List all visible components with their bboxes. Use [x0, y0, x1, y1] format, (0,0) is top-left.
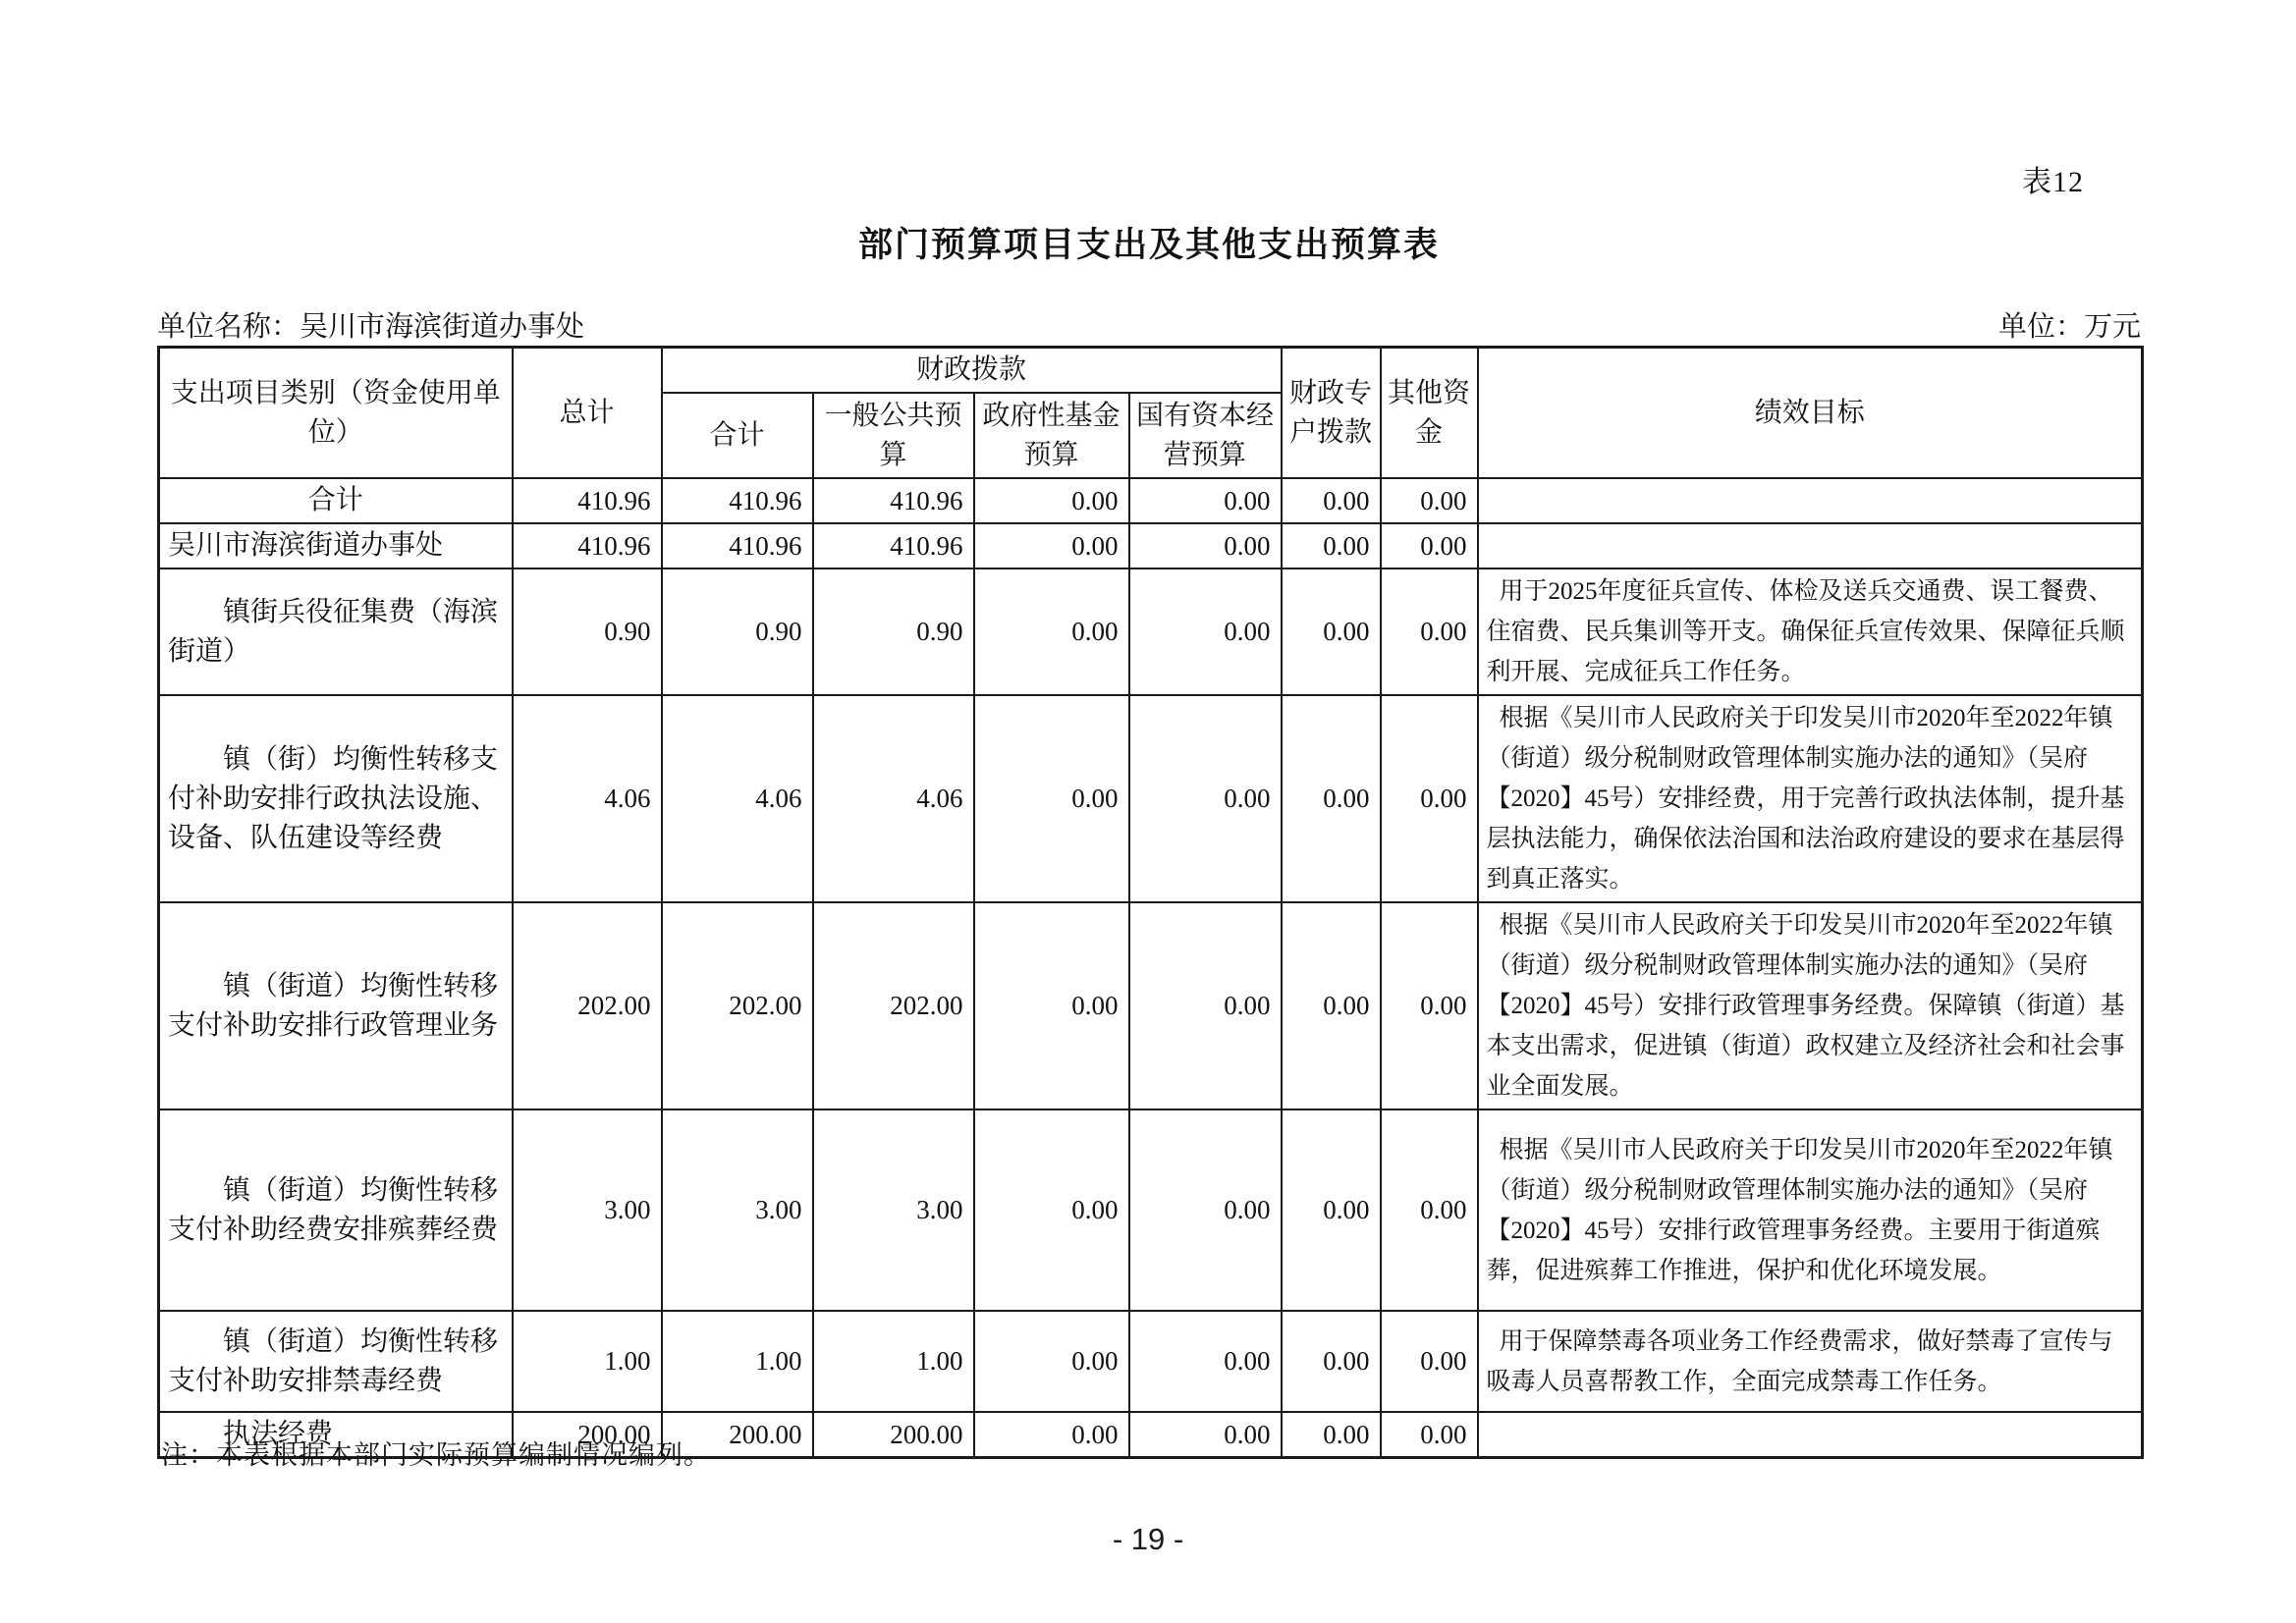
- table-row: [159, 568, 2143, 695]
- cell-category: 吴川市海滨街道办事处: [159, 523, 513, 568]
- cell-fiscal-special-account: 0.00: [1282, 1311, 1381, 1412]
- cell-gov-fund-budget: 0.00: [974, 523, 1129, 568]
- cell-gov-fund-budget: 0.00: [974, 902, 1129, 1109]
- cell-performance-target: [1478, 523, 2143, 568]
- cell-gov-fund-budget: 0.00: [974, 478, 1129, 523]
- table-row: [159, 695, 2143, 902]
- cell-fiscal-subtotal: 202.00: [662, 902, 813, 1109]
- cell-performance-target: 用于2025年度征兵宣传、体检及送兵交通费、误工餐费、住宿费、民兵集训等开支。确保征兵宣传效果、保障征兵顺利开展、完成征兵工作任务。: [1478, 568, 2143, 695]
- cell-fiscal-subtotal: 410.96: [662, 478, 813, 523]
- cell-performance-target: 根据《吴川市人民政府关于印发吴川市2020年至2022年镇（街道）级分税制财政管理体制实施办法的通知》（吴府【2020】45号）安排经费，用于完善行政执法体制，提升基层执法能力，确保依法治国和法治政府建设的要求在基层得到真正落实。: [1478, 695, 2143, 902]
- col-header-state-capital: 国有资本经营预算: [1129, 393, 1282, 478]
- cell-state-capital-budget: 0.00: [1129, 478, 1282, 523]
- cell-total: 0.90: [513, 568, 662, 695]
- cell-fiscal-subtotal: 1.00: [662, 1311, 813, 1412]
- col-header-special-account: 财政专户拨款: [1282, 348, 1381, 479]
- cell-gov-fund-budget: 0.00: [974, 1412, 1129, 1458]
- cell-other-funds: 0.00: [1381, 902, 1478, 1109]
- cell-state-capital-budget: 0.00: [1129, 1109, 1282, 1311]
- unit-label: 单位：万元: [1997, 311, 2141, 343]
- col-header-category: 支出项目类别（资金使用单位）: [159, 348, 513, 479]
- unit-info-row: [157, 304, 2141, 345]
- cell-state-capital-budget: 0.00: [1129, 568, 1282, 695]
- cell-general-public-budget: 410.96: [813, 523, 974, 568]
- cell-state-capital-budget: 0.00: [1129, 523, 1282, 568]
- cell-other-funds: 0.00: [1381, 695, 1478, 902]
- document-title: 部门预算项目支出及其他支出预算表: [857, 226, 1440, 264]
- cell-category: 镇（街道）均衡性转移支付补助安排行政管理业务: [159, 902, 513, 1109]
- table-note: 注：本表根据本部门实际预算编制情况编列。: [161, 1440, 711, 1470]
- cell-performance-target: [1478, 478, 2143, 523]
- cell-category: 镇街兵役征集费（海滨街道）: [159, 568, 513, 695]
- col-header-fiscal-group: 财政拨款: [662, 348, 1282, 394]
- cell-fiscal-special-account: 0.00: [1282, 478, 1381, 523]
- table-row: [159, 1311, 2143, 1412]
- table-row: [159, 902, 2143, 1109]
- cell-category: 镇（街）均衡性转移支付补助安排行政执法设施、设备、队伍建设等经费: [159, 695, 513, 902]
- col-header-gov-fund: 政府性基金预算: [974, 393, 1129, 478]
- cell-fiscal-special-account: 0.00: [1282, 1109, 1381, 1311]
- cell-general-public-budget: 3.00: [813, 1109, 974, 1311]
- cell-general-public-budget: 1.00: [813, 1311, 974, 1412]
- table-number-label: 表12: [2022, 166, 2084, 198]
- cell-general-public-budget: 0.90: [813, 568, 974, 695]
- cell-total: 410.96: [513, 523, 662, 568]
- cell-fiscal-subtotal: 3.00: [662, 1109, 813, 1311]
- cell-state-capital-budget: 0.00: [1129, 1412, 1282, 1458]
- cell-gov-fund-budget: 0.00: [974, 1311, 1129, 1412]
- cell-other-funds: 0.00: [1381, 1311, 1478, 1412]
- table-row: [159, 478, 2143, 523]
- table-row: [159, 523, 2143, 568]
- cell-fiscal-subtotal: 4.06: [662, 695, 813, 902]
- cell-fiscal-special-account: 0.00: [1282, 523, 1381, 568]
- col-header-performance: 绩效目标: [1478, 348, 2143, 479]
- header-row-group: [159, 348, 2143, 394]
- cell-category: 合计: [159, 478, 513, 523]
- cell-other-funds: 0.00: [1381, 1412, 1478, 1458]
- page-number: - 19 -: [1112, 1522, 1184, 1556]
- cell-total: 410.96: [513, 478, 662, 523]
- budget-table: [157, 346, 2144, 1459]
- cell-total: 200.00: [513, 1412, 662, 1458]
- cell-performance-target: 根据《吴川市人民政府关于印发吴川市2020年至2022年镇（街道）级分税制财政管理体制实施办法的通知》（吴府【2020】45号）安排行政管理事务经费。保障镇（街道）基本支出需求，促进镇（街道）政权建立及经济社会和社会事业全面发展。: [1478, 902, 2143, 1109]
- cell-performance-target: 根据《吴川市人民政府关于印发吴川市2020年至2022年镇（街道）级分税制财政管理体制实施办法的通知》（吴府【2020】45号）安排行政管理事务经费。主要用于街道殡葬，促进殡葬工作推进，保护和优化环境发展。: [1478, 1109, 2143, 1311]
- cell-general-public-budget: 410.96: [813, 478, 974, 523]
- cell-performance-target: 用于保障禁毒各项业务工作经费需求，做好禁毒了宣传与吸毒人员喜帮教工作，全面完成禁毒工作任务。: [1478, 1311, 2143, 1412]
- unit-name-label: 单位名称：吴川市海滨街道办事处: [157, 311, 585, 343]
- cell-gov-fund-budget: 0.00: [974, 1109, 1129, 1311]
- cell-fiscal-special-account: 0.00: [1282, 568, 1381, 695]
- cell-total: 1.00: [513, 1311, 662, 1412]
- cell-gov-fund-budget: 0.00: [974, 568, 1129, 695]
- cell-total: 202.00: [513, 902, 662, 1109]
- cell-gov-fund-budget: 0.00: [974, 695, 1129, 902]
- cell-general-public-budget: 4.06: [813, 695, 974, 902]
- col-header-general-public: 一般公共预算: [813, 393, 974, 478]
- document-content: [157, 0, 2141, 1623]
- cell-fiscal-subtotal: 0.90: [662, 568, 813, 695]
- cell-other-funds: 0.00: [1381, 523, 1478, 568]
- table-row: [159, 1109, 2143, 1311]
- cell-other-funds: 0.00: [1381, 478, 1478, 523]
- col-header-total: 总计: [513, 348, 662, 479]
- cell-category: 执法经费: [159, 1412, 513, 1458]
- cell-general-public-budget: 200.00: [813, 1412, 974, 1458]
- cell-fiscal-special-account: 0.00: [1282, 1412, 1381, 1458]
- cell-state-capital-budget: 0.00: [1129, 1311, 1282, 1412]
- cell-total: 4.06: [513, 695, 662, 902]
- cell-fiscal-special-account: 0.00: [1282, 902, 1381, 1109]
- cell-state-capital-budget: 0.00: [1129, 695, 1282, 902]
- cell-total: 3.00: [513, 1109, 662, 1311]
- col-header-fiscal-subtotal: 合计: [662, 393, 813, 478]
- cell-performance-target: [1478, 1412, 2143, 1458]
- cell-state-capital-budget: 0.00: [1129, 902, 1282, 1109]
- cell-fiscal-subtotal: 200.00: [662, 1412, 813, 1458]
- cell-fiscal-special-account: 0.00: [1282, 695, 1381, 902]
- cell-other-funds: 0.00: [1381, 1109, 1478, 1311]
- col-header-other-funds: 其他资金: [1381, 348, 1478, 479]
- cell-category: 镇（街道）均衡性转移支付补助安排禁毒经费: [159, 1311, 513, 1412]
- cell-other-funds: 0.00: [1381, 568, 1478, 695]
- cell-category: 镇（街道）均衡性转移支付补助经费安排殡葬经费: [159, 1109, 513, 1311]
- cell-general-public-budget: 202.00: [813, 902, 974, 1109]
- cell-fiscal-subtotal: 410.96: [662, 523, 813, 568]
